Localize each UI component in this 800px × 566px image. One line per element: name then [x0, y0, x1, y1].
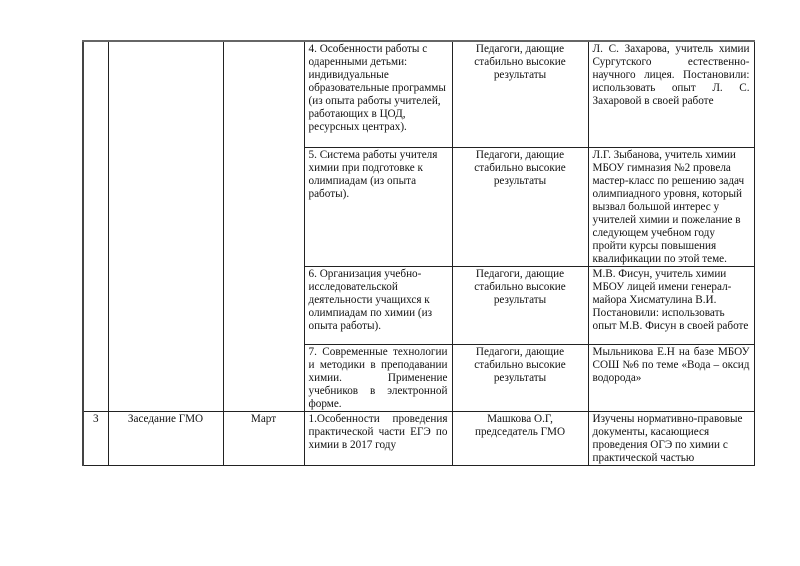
responsible-cell: Педагоги, дающие стабильно высокие результаты — [452, 345, 588, 412]
table-row — [83, 412, 754, 466]
responsible-cell: Педагоги, дающие стабильно высокие результаты — [452, 148, 588, 267]
result-cell: Л. С. Захарова, учитель химии Сургутского естественно-научного лицея. Постановили: использовать опыт Л. С. Захаровой в своей работе — [588, 41, 754, 148]
topic-cell: 4. Особенности работы с одаренными детьми: индивидуальные образовательные программы (из опыта работы учителей, работающих в ЦОД, ресурсных центрах). — [304, 41, 452, 148]
responsible-cell: Педагоги, дающие стабильно высокие результаты — [452, 41, 588, 148]
result-cell: Л.Г. Зыбанова, учитель химии МБОУ гимназия №2 провела мастер-класс по решению задач олимпиадного уровня, который вызвал большой интерес у учителей химии и пожелание в следующем учебном году пройти курсы повышения квалификации по этой теме. — [588, 148, 754, 267]
responsible-cell: Машкова О.Г, председатель ГМО — [452, 412, 588, 466]
event-cell — [108, 41, 223, 412]
row-number-cell — [83, 41, 108, 412]
result-cell: Мыльникова Е.Н на базе МБОУ СОШ №6 по теме «Вода – оксид водорода» — [588, 345, 754, 412]
result-cell: Изучены нормативно-правовые документы, касающиеся проведения ОГЭ по химии с практической частью — [588, 412, 754, 466]
methodical-plan-table — [82, 40, 755, 466]
date-cell: Март — [223, 412, 304, 466]
responsible-cell: Педагоги, дающие стабильно высокие результаты — [452, 267, 588, 345]
topic-cell: 7. Современные технологии и методики в преподавании химии. Применение учебников в электронной форме. — [304, 345, 452, 412]
table-row — [83, 41, 754, 148]
topic-cell: 5. Система работы учителя химии при подготовке к олимпиадам (из опыта работы). — [304, 148, 452, 267]
result-cell: М.В. Фисун, учитель химии МБОУ лицей имени генерал-майора Хисматулина В.И. Постановили: использовать опыт М.В. Фисун в своей работе — [588, 267, 754, 345]
row-number-cell: 3 — [83, 412, 108, 466]
date-cell — [223, 41, 304, 412]
topic-cell: 6. Организация учебно-исследовательской деятельности учащихся к олимпиадам по химии (из опыта работы). — [304, 267, 452, 345]
topic-cell: 1.Особенности проведения практической части ЕГЭ по химии в 2017 году — [304, 412, 452, 466]
event-cell: Заседание ГМО — [108, 412, 223, 466]
